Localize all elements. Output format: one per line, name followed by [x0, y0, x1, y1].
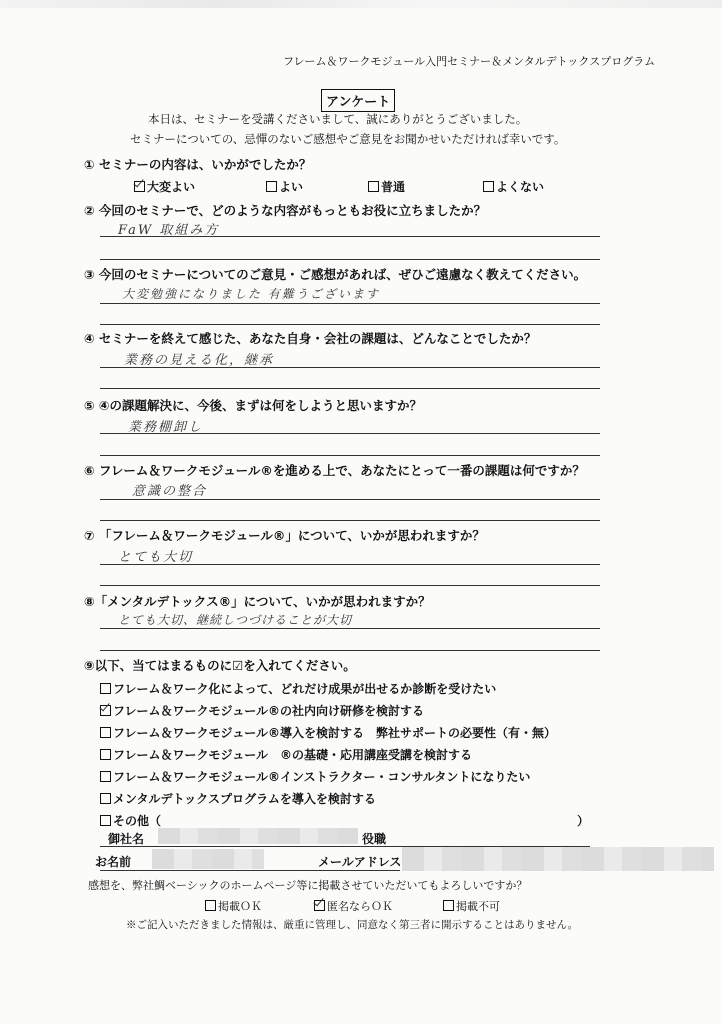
- question-3: ③ 今回のセミナーについてのご意見・ご感想があれば、ぜひご遠慮なく教えてください。: [84, 267, 587, 282]
- q9-other-close-paren: ）: [577, 814, 590, 828]
- q1-option-average[interactable]: 普通: [368, 178, 405, 195]
- name-label: お名前: [95, 855, 132, 869]
- question-1: ① セミナーの内容は、いかがでしたか？: [84, 157, 312, 172]
- checkbox-icon: [100, 771, 111, 782]
- scan-edge-noise: [0, 0, 722, 8]
- answer-line: [100, 585, 600, 586]
- answer-line: [100, 520, 600, 521]
- intro-line-2: セミナーについての、忌憚のないご感想やご意見をお聞かせいただければ幸いです。: [130, 132, 566, 146]
- name-field-redacted[interactable]: [152, 849, 264, 869]
- consent-option-no[interactable]: 掲載不可: [443, 898, 500, 914]
- intro-line-1: 本日は、セミナーを受講くださいまして、誠にありがとうございました。: [148, 112, 528, 126]
- consent-option-ok[interactable]: 掲載ＯＫ: [205, 898, 262, 914]
- position-label: 役職: [362, 832, 387, 846]
- q1-option-poor[interactable]: よくない: [483, 178, 544, 195]
- question-5: ⑤ ④の課題解決に、今後、まずは何をしようと思いますか？: [84, 398, 423, 413]
- checkbox-checked-icon: [100, 705, 111, 716]
- answer-4: 業務の見える化，継承: [124, 353, 275, 368]
- q9-item-instructor[interactable]: フレーム＆ワークモジュール®インストラクター・コンサルタントになりたい: [100, 768, 530, 785]
- answer-5: 業務棚卸し: [128, 420, 204, 435]
- checkbox-icon: [205, 900, 216, 911]
- privacy-footer: ※ご記入いただきました情報は、厳重に管理し、同意なく第三者に開示することはありません。: [126, 919, 579, 931]
- email-label: メールアドレス: [318, 855, 402, 869]
- checkbox-icon: [443, 900, 454, 911]
- question-7: ⑦ 「フレーム＆ワークモジュール®」について、いかが思われますか？: [84, 528, 485, 543]
- program-header: フレーム＆ワークモジュール入門セミナー＆メンタルデトックスプログラム: [283, 55, 656, 68]
- survey-title: アンケート: [321, 89, 395, 112]
- q1-option-good[interactable]: よい: [266, 178, 303, 195]
- checkbox-icon: [368, 181, 379, 192]
- answer-line: [100, 259, 600, 260]
- q9-item-diagnosis[interactable]: フレーム＆ワーク化によって、どれだけ成果が出せるか診断を受けたい: [100, 680, 496, 697]
- question-6: ⑥ フレーム＆ワークモジュール®を進める上で、あなたにとって一番の課題は何ですか？: [84, 463, 585, 478]
- answer-line: [100, 388, 600, 389]
- answer-line: [100, 367, 600, 368]
- checkbox-icon: [100, 683, 111, 694]
- checkbox-checked-icon: [314, 900, 325, 911]
- answer-line: [100, 455, 600, 456]
- answer-line: [100, 650, 600, 651]
- consent-option-anonymous[interactable]: 匿名ならＯＫ: [314, 898, 393, 914]
- field-line: [100, 870, 400, 871]
- question-8: ⑧「メンタルデトックス®」について、いかが思われますか？: [84, 594, 431, 609]
- q9-item-introduction[interactable]: フレーム＆ワークモジュール®導入を検討する 弊社サポートの必要性（有・無）: [100, 724, 556, 741]
- email-field-redacted[interactable]: [402, 847, 714, 871]
- answer-3: 大変勉強になりました 有難うございます: [122, 287, 380, 301]
- answer-line: [100, 433, 600, 434]
- checkbox-icon: [266, 181, 277, 192]
- q9-item-courses[interactable]: フレーム＆ワークモジュール ®の基礎・応用講座受講を検討する: [100, 746, 472, 763]
- checkbox-icon: [100, 749, 111, 760]
- question-4: ④ セミナーを終えて感じた、あなた自身・会社の課題は、どんなことでしたか？: [84, 331, 537, 346]
- q9-item-mental-detox[interactable]: メンタルデトックスプログラムを導入を検討する: [100, 790, 376, 807]
- checkbox-icon: [483, 181, 494, 192]
- q1-option-very-good[interactable]: 大変よい: [134, 178, 195, 195]
- company-label: 御社名: [108, 832, 145, 846]
- checkbox-checked-icon: [134, 181, 145, 192]
- q9-item-other[interactable]: その他（: [100, 812, 161, 829]
- q9-item-in-house-training[interactable]: フレーム＆ワークモジュール®の社内向け研修を検討する: [100, 702, 424, 719]
- checkbox-icon: [100, 793, 111, 804]
- question-2: ② 今回のセミナーで、どのような内容がもっともお役に立ちましたか？: [84, 203, 487, 218]
- answer-line: [100, 628, 600, 629]
- answer-7: とても大切: [118, 550, 194, 565]
- question-9: ⑨以下、当てはまるものに☑を入れてください。: [84, 658, 356, 673]
- answer-line: [100, 303, 600, 304]
- answer-line: [100, 236, 600, 237]
- answer-8: とても大切、継続しつづけることが大切: [118, 613, 353, 627]
- answer-line: [100, 564, 600, 565]
- answer-line: [100, 499, 600, 500]
- company-field-redacted[interactable]: [158, 828, 358, 844]
- answer-line: [100, 324, 600, 325]
- answer-6: 意識の整合: [132, 484, 208, 499]
- consent-question: 感想を、弊社鯛ベーシックのホームページ等に掲載させていただいてもよろしいですか？: [88, 879, 528, 892]
- checkbox-icon: [100, 727, 111, 738]
- checkbox-icon: [100, 815, 111, 826]
- answer-2: FaW 取組み方: [118, 223, 220, 238]
